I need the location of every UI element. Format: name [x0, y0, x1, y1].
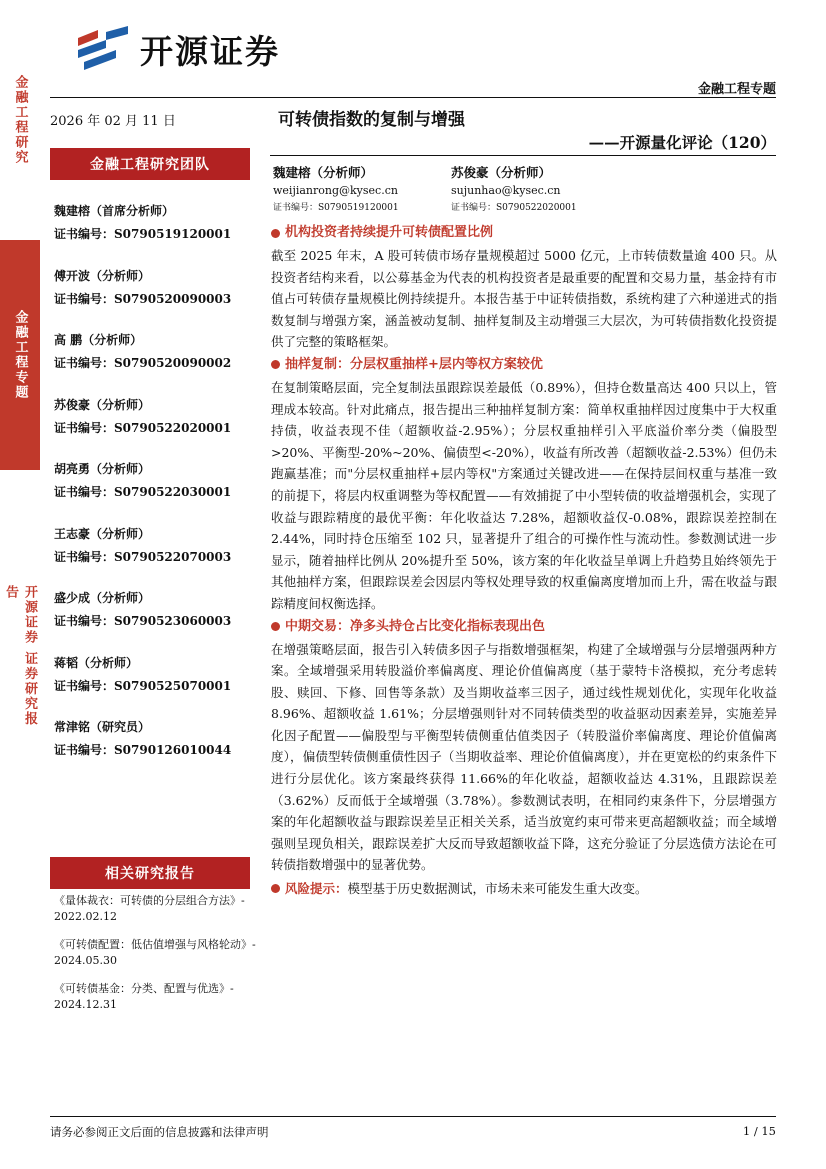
- team-member: 傅开波（分析师） 证书编号：S0790520090003: [54, 268, 232, 306]
- section-paragraph: 截至 2025 年末，A 股可转债市场存量规模超过 5000 亿元，上市转债数量逾 400 只。从投资者结构来看，以公募基金为代表的机构投资者是最重要的配置和交易力量，基金持有市值占可转债存量规模比例持续提升。本报告基于中证转债指数，系统构建了六种递进式的指数复制与增强方案，涵盖被动复制、抽样复制及主动增强三大层次，为可转债指数化投资提供了完整的策略框架。: [271, 248, 777, 350]
- risk-text: 模型基于历史数据测试，市场未来可能发生重大改变。: [347, 881, 648, 897]
- bullet-icon: [271, 360, 280, 369]
- report-subtitle: ——开源量化评论（120）: [588, 133, 776, 152]
- team-member: 蒋韬（分析师） 证书编号：S0790525070001: [54, 655, 232, 693]
- team-heading: 金融工程研究团队: [50, 148, 250, 180]
- brand-name: 开源证券: [140, 32, 280, 71]
- related-heading: 相关研究报告: [50, 857, 250, 889]
- bullet-icon: [271, 229, 280, 238]
- team-member: 胡亮勇（分析师） 证书编号：S0790522030001: [54, 462, 232, 499]
- report-date: 2026 年 02 月 11 日: [50, 114, 176, 129]
- side-strip-topic: 金融工程专题: [0, 240, 40, 470]
- risk-label: 风险提示：: [285, 881, 348, 897]
- section-paragraph: 在增强策略层面，报告引入转债多因子与指数增强框架，构建了全域增强与分层增强两种方案。全域增强采用转股溢价率偏离度、理论价值偏离度（基于蒙特卡洛模拟，充分考虑转股、赎回、下修、回售等条款）及当期收益率三因子，通过线性规划优化，实现年化收益 8.96%、超额收益 1.61%；分层增强则针对不同转债类型的收益驱动因素差异，实施差异化因子配置——偏股型与平衡型转债侧重估值类因子（转股溢价率偏离度、理论价值偏离度），偏债型转债侧重债性因子（当期收益率、理论价值偏离度），并在更宽松的约束条件下进行分层优化。该方案最终获得 11.66%的年化收益，超额收益达 4.31%，且跟踪误差（3.62%）反而低于全域增强（3.78%）。参数测试表明，在相同约束条件下，分层增强方案的年化超额收益与跟踪误差呈正相关关系，适当放宽约束可带来更高超额收益；而全域增强则呈现负相关，跟踪误差扩大反而导致超额收益下降，这充分验证了分层选债方法论在可转债指数增强中的显著优势。: [271, 641, 777, 873]
- side-strip-research: 金融工程研究: [0, 60, 40, 180]
- analyst-cert: 证书编号：S0790519120001: [273, 203, 399, 213]
- team-member: 常津铭（研究员） 证书编号：S0790126010044: [54, 720, 232, 757]
- analyst-email[interactable]: sujunhao@kysec.cn: [451, 184, 561, 197]
- analyst-email[interactable]: weijianrong@kysec.cn: [273, 184, 398, 197]
- team-member: 王志豪（分析师） 证书编号：S0790522070003: [54, 526, 232, 564]
- analyst-cert: 证书编号：S0790522020001: [451, 203, 577, 213]
- report-type: 金融工程专题: [697, 82, 776, 97]
- analyst-card: [451, 163, 651, 213]
- team-member: 苏俊豪（分析师） 证书编号：S0790522020001: [54, 397, 232, 435]
- footer-divider: [50, 1116, 776, 1117]
- team-member: 高 鹏（分析师） 证书编号：S0790520090002: [54, 333, 232, 370]
- risk-warning: [271, 878, 777, 900]
- section-paragraph: 在复制策略层面，完全复制法虽跟踪误差最低（0.89%），但持仓数量高达 400 只以上，管理成本较高。针对此痛点，报告提出三种抽样复制方案：简单权重抽样因过度集中于大权重持债，收益表现不佳（超额收益-2.95%）；分层权重抽样引入平底溢价率分类（偏股型>20%、平衡型-20%~20%、偏债型<-20%），收益有所改善（超额收益-2.53%）但仍未跑赢基准；而"分层权重抽样+层内等权"方案通过关键改进——在保持层间权重与基准一致的前提下，将层内权重调整为等权配置——有效捕捉了中小型转债的收益增强机会，实现了收益与跟踪精度的最优平衡：年化收益达 7.28%，超额收益仅-0.08%，跟踪误差控制在 2.44%，同时持仓压缩至 102 只，显著提升了组合的可操作性与流动性。参数测试进一步显示，随着抽样比例从 20%提升至 50%，该方案的年化收益呈单调上升趋势且始终领先于其他抽样方案，但跟踪误差会因层内等权处理导致的权重偏离度增加而上升，需在收益与跟踪精度间权衡选择。: [271, 379, 777, 611]
- bullet-icon: [271, 884, 280, 893]
- side-strip-firm: 开源证券 证券研究报告: [0, 585, 40, 730]
- disclaimer-note: 请务必参阅正文后面的信息披露和法律声明: [50, 1125, 269, 1139]
- analyst-name: 魏建榕（分析师）: [273, 165, 374, 180]
- related-report-link[interactable]: 《量体裁衣：可转债的分层组合方法》- 2022.02.12: [54, 894, 245, 923]
- kaiyuan-logo-icon: [76, 26, 130, 70]
- related-report-link[interactable]: 《可转债配置：低估值增强与风格轮动》- 2024.05.30: [54, 938, 256, 967]
- report-title: 可转债指数的复制与增强: [278, 110, 465, 130]
- section-heading: 抽样复制：分层权重抽样+层内等权方案较优: [271, 355, 777, 375]
- analyst-name: 苏俊豪（分析师）: [451, 165, 552, 180]
- team-member: 盛少成（分析师） 证书编号：S0790523060003: [54, 591, 232, 628]
- page-number: 1 / 15: [742, 1124, 776, 1138]
- section-heading: 中期交易：净多头持仓占比变化指标表现出色: [271, 617, 777, 637]
- brand-logo: [76, 24, 316, 76]
- header-divider: [50, 97, 776, 98]
- title-divider: [270, 155, 776, 156]
- section-heading: 机构投资者持续提升可转债配置比例: [271, 223, 777, 243]
- bullet-icon: [271, 622, 280, 631]
- related-report-link[interactable]: 《可转债基金：分类、配置与优选》- 2024.12.31: [54, 982, 234, 1011]
- related-list: [54, 893, 259, 1025]
- team-member: 魏建榕（首席分析师） 证书编号：S0790519120001: [54, 204, 232, 241]
- report-body: [271, 223, 777, 900]
- team-list: [54, 202, 264, 783]
- analyst-card: [273, 163, 473, 213]
